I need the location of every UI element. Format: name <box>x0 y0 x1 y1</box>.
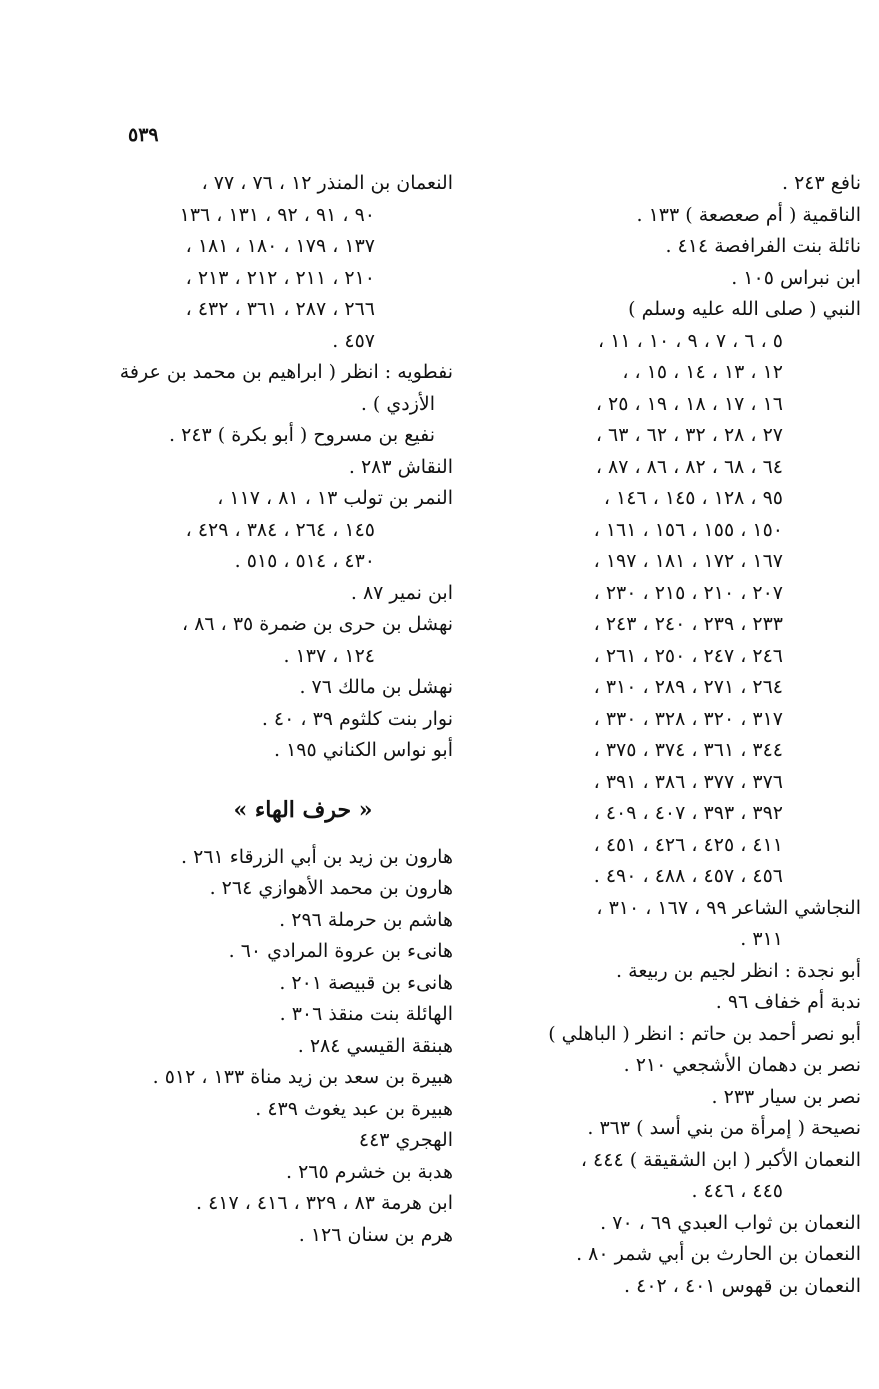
index-entry: ندبة أم خفاف ٩٦ . <box>715 991 861 1013</box>
index-entry-continuation: ١٦ ، ١٧ ، ١٨ ، ١٩ ، ٢٥ ، <box>595 392 783 415</box>
index-entry-continuation: ١٢ ، ١٣ ، ١٤ ، ١٥ ، ، <box>622 361 783 383</box>
index-entry-continuation: ٢٣٣ ، ٢٣٩ ، ٢٤٠ ، ٢٤٣ ، <box>593 613 783 635</box>
index-entry-continuation: ٢٦٤ ، ٢٧١ ، ٢٨٩ ، ٣١٠ ، <box>593 676 783 698</box>
index-entry: هرم بن سنان ١٢٦ . <box>298 1223 453 1246</box>
index-entry-continuation: ٣٩٢ ، ٣٩٣ ، ٤٠٧ ، ٤٠٩ ، <box>593 802 783 824</box>
index-entry: النجاشي الشاعر ٩٩ ، ١٦٧ ، ٣١٠ ، <box>596 896 861 919</box>
index-entry-continuation: ١٥٠ ، ١٥٥ ، ١٥٦ ، ١٦١ ، <box>593 518 783 541</box>
index-entry: ابن نبراس ١٠٥ . <box>731 266 861 289</box>
index-entry: نصيحة ( إمرأة من بني أسد ) ٣٦٣ . <box>587 1117 861 1139</box>
section-heading-haa: « حرف الهاء » <box>233 796 373 823</box>
index-entry-continuation: ٤٥٦ ، ٤٥٧ ، ٤٨٨ ، ٤٩٠ . <box>593 865 783 887</box>
index-entry: هارون بن زيد بن أبي الزرقاء ٢٦١ . <box>181 845 453 868</box>
index-entry: النبي ( صلى الله عليه وسلم ) <box>628 298 861 320</box>
index-entry: نافع ٢٤٣ . <box>781 172 861 194</box>
index-entry: النقاش ٢٨٣ . <box>348 455 453 478</box>
index-entry-continuation: ٤٥٧ . <box>332 329 375 352</box>
index-entry-continuation: ٣١٧ ، ٣٢٠ ، ٣٢٨ ، ٣٣٠ ، <box>593 707 783 730</box>
index-entry-continuation: ٣٤٤ ، ٣٦١ ، ٣٧٤ ، ٣٧٥ ، <box>593 739 783 761</box>
index-entry: الهجري ٤٤٣ <box>358 1129 453 1151</box>
index-entry-continuation: ٤٣٠ ، ٥١٤ ، ٥١٥ . <box>234 550 375 572</box>
index-entry: أبو نواس الكناني ١٩٥ . <box>273 739 453 761</box>
index-entry: نصر بن دهمان الأشجعي ٢١٠ . <box>623 1054 861 1076</box>
index-entry: نصر بن سيار ٢٣٣ . <box>711 1085 861 1108</box>
index-entry-continuation: ٢٧ ، ٢٨ ، ٣٢ ، ٦٢ ، ٦٣ ، <box>595 424 783 446</box>
index-entry-continuation: ٩٥ ، ١٢٨ ، ١٤٥ ، ١٤٦ ، <box>603 487 783 509</box>
index-entry: الهائلة بنت منقذ ٣٠٦ . <box>279 1003 453 1025</box>
index-entry-continuation: ٢٠٧ ، ٢١٠ ، ٢١٥ ، ٢٣٠ ، <box>593 581 783 604</box>
index-entry: نهشل بن حرى بن ضمرة ٣٥ ، ٨٦ ، <box>182 613 453 635</box>
index-entry: نهشل بن مالك ٧٦ . <box>299 676 453 698</box>
index-entry-continuation: ٥ ، ٦ ، ٧ ، ٩ ، ١٠ ، ١١ ، <box>598 329 783 352</box>
index-entry: النمر بن تولب ١٣ ، ٨١ ، ١١٧ ، <box>217 487 453 509</box>
index-entry-continuation: نفيع بن مسروح ( أبو بكرة ) ٢٤٣ . <box>169 424 435 446</box>
index-entry: ابن هرمة ٨٣ ، ٣٢٩ ، ٤١٦ ، ٤١٧ . <box>195 1192 453 1214</box>
index-entry-continuation: ٢٦٦ ، ٢٨٧ ، ٣٦١ ، ٤٣٢ ، <box>185 298 375 320</box>
index-entry-continuation: ٤٤٥ ، ٤٤٦ . <box>691 1180 783 1202</box>
index-column-left <box>113 168 453 1251</box>
index-entry-continuation: ١٣٧ ، ١٧٩ ، ١٨٠ ، ١٨١ ، <box>185 235 375 257</box>
index-entry: هارون بن محمد الأهوازي ٢٦٤ . <box>209 877 453 899</box>
index-entry: النعمان بن قهوس ٤٠١ ، ٤٠٢ . <box>624 1274 861 1297</box>
index-entry-continuation: ٦٤ ، ٦٨ ، ٨٢ ، ٨٦ ، ٨٧ ، <box>595 455 783 478</box>
index-entry: النعمان بن الحارث بن أبي شمر ٨٠ . <box>576 1243 861 1265</box>
index-entry: هانىء بن قبيصة ٢٠١ . <box>279 971 453 994</box>
index-entry: النعمان الأكبر ( ابن الشقيقة ) ٤٤٤ ، <box>580 1148 861 1171</box>
index-entry: هدبة بن خشرم ٢٦٥ . <box>286 1160 453 1183</box>
page-number: ٥٣٩ <box>128 124 159 146</box>
index-entry-continuation: ٢٤٦ ، ٢٤٧ ، ٢٥٠ ، ٢٦١ ، <box>593 644 783 667</box>
index-entry: النعمان بن المنذر ١٢ ، ٧٦ ، ٧٧ ، <box>201 172 453 194</box>
index-entry-continuation: ٩٠ ، ٩١ ، ٩٢ ، ١٣١ ، ١٣٦ <box>179 203 375 226</box>
index-entry: ابن نمير ٨٧ . <box>350 581 453 604</box>
index-entry-continuation: ٣٧٦ ، ٣٧٧ ، ٣٨٦ ، ٣٩١ ، <box>593 770 783 793</box>
index-entry: نوار بنت كلثوم ٣٩ ، ٤٠ . <box>261 707 453 730</box>
index-entry-continuation: ٢١٠ ، ٢١١ ، ٢١٢ ، ٢١٣ ، <box>185 266 375 289</box>
haa-entries <box>113 842 453 1252</box>
index-entry-continuation: ٤١١ ، ٤٢٥ ، ٤٢٦ ، ٤٥١ ، <box>593 833 783 856</box>
index-entry-continuation: ١٤٥ ، ٢٦٤ ، ٣٨٤ ، ٤٢٩ ، <box>185 518 375 541</box>
index-entry: نفطويه : انظر ( ابراهيم بن محمد بن عرفة <box>119 361 453 383</box>
index-column-right <box>521 168 861 1302</box>
index-entry: هبيرة بن عبد يغوث ٤٣٩ . <box>255 1097 453 1120</box>
index-entry: الناقمية ( أم صعصعة ) ١٣٣ . <box>636 203 861 226</box>
index-entry: أبو نجدة : انظر لجيم بن ربيعة . <box>616 959 861 982</box>
index-entry: هاشم بن حرملة ٢٩٦ . <box>279 908 453 931</box>
index-entry: هانىء بن عروة المرادي ٦٠ . <box>228 940 453 962</box>
index-entry-continuation: ٣١١ . <box>740 928 783 950</box>
index-entry-continuation: الأزدي ) . <box>360 392 435 415</box>
index-entry: النعمان بن ثواب العبدي ٦٩ ، ٧٠ . <box>600 1211 861 1234</box>
index-entry: أبو نصر أحمد بن حاتم : انظر ( الباهلي ) <box>548 1022 861 1045</box>
nun-entries-continued <box>113 168 453 767</box>
index-entry: هبيرة بن سعد بن زيد مناة ١٣٣ ، ٥١٢ . <box>152 1066 453 1088</box>
index-entry-continuation: ١٢٤ ، ١٣٧ . <box>283 644 375 667</box>
index-entry: نائلة بنت الفرافصة ٤١٤ . <box>665 235 861 257</box>
index-entry-continuation: ١٦٧ ، ١٧٢ ، ١٨١ ، ١٩٧ ، <box>593 550 783 572</box>
index-entry: هبنقة القيسي ٢٨٤ . <box>297 1034 453 1057</box>
